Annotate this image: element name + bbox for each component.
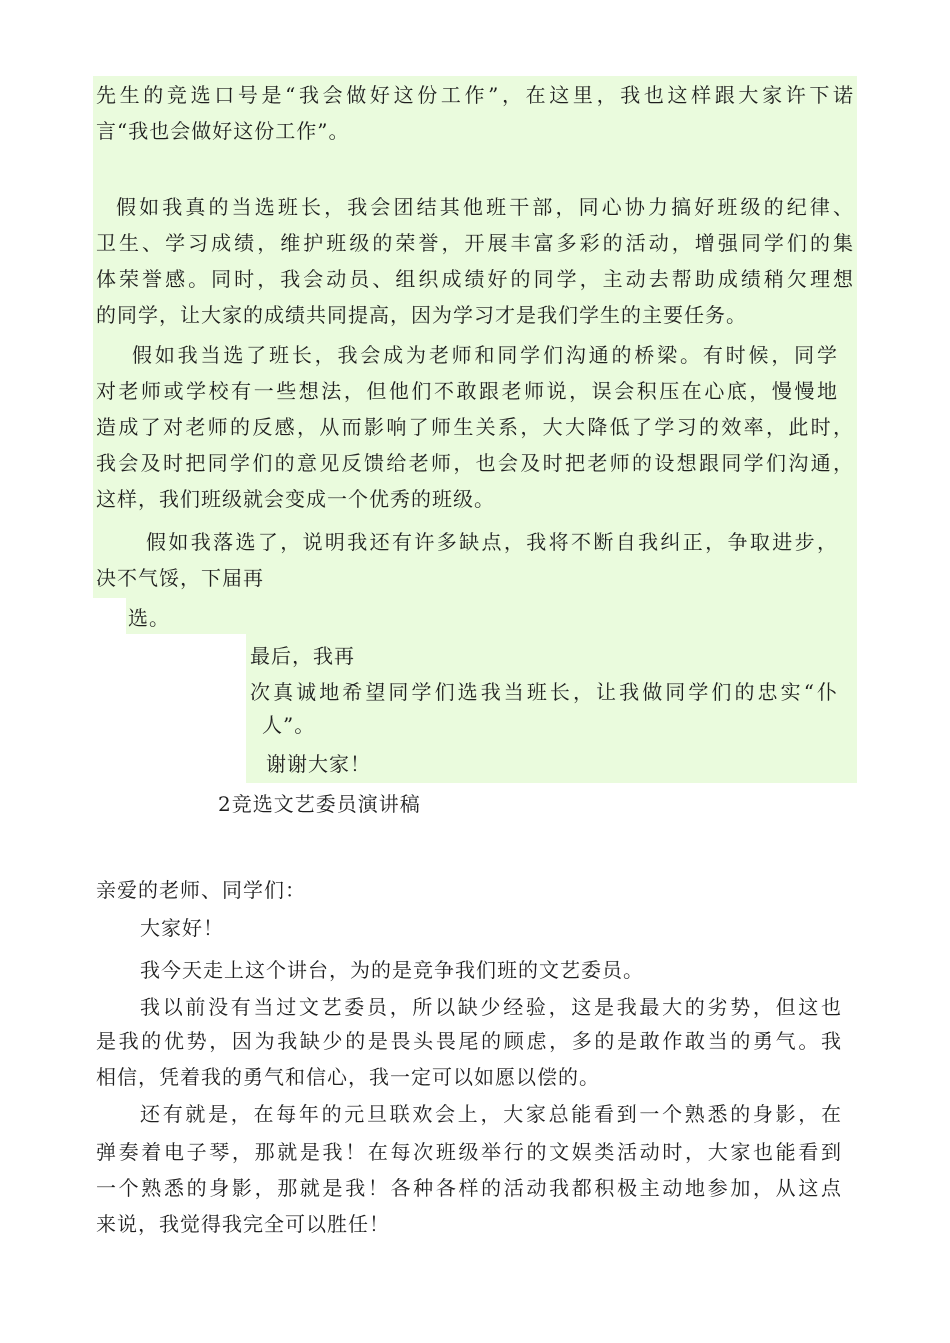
paragraph-line: 的同学，让大家的成绩共同提高，因为学习才是我们学生的主要任务。: [96, 303, 747, 327]
closing-thanks: 谢谢大家！: [266, 752, 371, 776]
paragraph-line: 还有就是，在每年的元旦联欢会上，大家总能看到一个熟悉的身影，在: [140, 1102, 842, 1126]
paragraph-line: 假如我落选了，说明我还有许多缺点，我将不断自我纠正，争取进步，: [146, 530, 838, 554]
paragraph-line: 体荣誉感。同时，我会动员、组织成绩好的同学，主动去帮助成绩稍欠理想: [96, 267, 854, 291]
paragraph-line: 假如我当选了班长，我会成为老师和同学们沟通的桥梁。有时候，同学: [132, 343, 838, 367]
paragraph-line: 人”。: [262, 713, 316, 737]
section-title: 2竞选文艺委员演讲稿: [218, 792, 421, 816]
paragraph-line: 决不气馁，下届再: [96, 566, 264, 590]
paragraph-line: 我今天走上这个讲台，为的是竞争我们班的文艺委员。: [140, 958, 644, 982]
paragraph-line: 卫生、学习成绩，维护班级的荣誉，开展丰富多彩的活动，增强同学们的集: [96, 231, 854, 255]
paragraph-line: 来说，我觉得我完全可以胜任！: [96, 1212, 390, 1236]
paragraph-line: 是我的优势，因为我缺少的是畏头畏尾的顾虑，多的是敢作敢当的勇气。我: [96, 1029, 842, 1053]
paragraph-line: 最后，我再: [250, 644, 355, 668]
paragraph-line: 假如我真的当选班长，我会团结其他班干部，同心协力搞好班级的纪律、: [116, 195, 854, 219]
paragraph-line: 这样，我们班级就会变成一个优秀的班级。: [96, 487, 495, 511]
paragraph-line: 对老师或学校有一些想法，但他们不敢跟老师说，误会积压在心底，慢慢地: [96, 379, 838, 403]
paragraph-line: 弹奏着电子琴，那就是我！在每次班级举行的文娱类活动时，大家也能看到: [96, 1140, 842, 1164]
greeting: 大家好！: [140, 916, 224, 940]
salutation: 亲爱的老师、同学们：: [96, 878, 306, 902]
paragraph-line: 选。: [128, 606, 170, 630]
paragraph-line: 次真诚地希望同学们选我当班长，让我做同学们的忠实“仆: [250, 680, 838, 704]
paragraph-line: 我以前没有当过文艺委员，所以缺少经验，这是我最大的劣势，但这也: [140, 995, 842, 1019]
paragraph-line: 造成了对老师的反感，从而影响了师生关系，大大降低了学习的效率，此时，: [96, 415, 854, 439]
paragraph-line: 我会及时把同学们的意见反馈给老师，也会及时把老师的设想跟同学们沟通，: [96, 451, 854, 475]
paragraph-line: 一个熟悉的身影，那就是我！各种各样的活动我都积极主动地参加，从这点: [96, 1176, 842, 1200]
paragraph-line: 相信，凭着我的勇气和信心，我一定可以如愿以偿的。: [96, 1065, 600, 1089]
paragraph-line: 言“我也会做好这份工作”。: [96, 119, 350, 143]
paragraph-line: 先生的竞选口号是“我会做好这份工作”，在这里，我也这样跟大家许下诺: [96, 83, 854, 107]
